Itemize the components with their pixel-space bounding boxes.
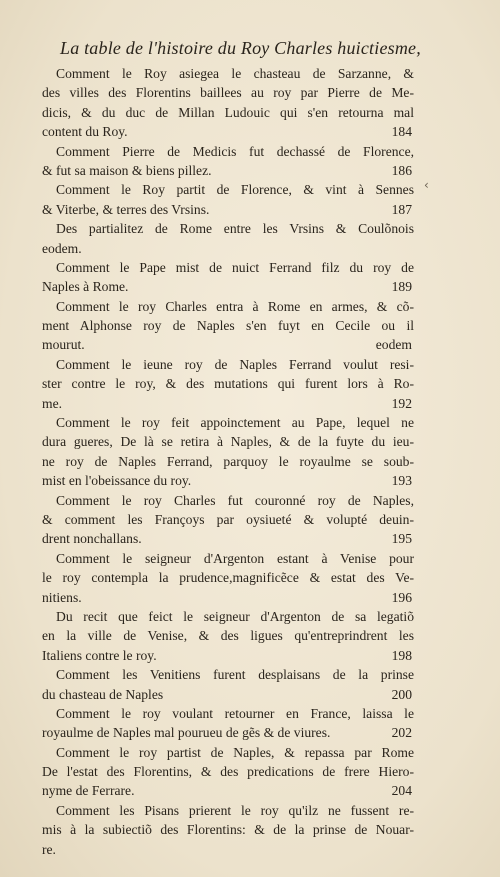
toc-entry (42, 665, 414, 704)
page-number (412, 840, 414, 859)
page-number: 196 (391, 589, 412, 605)
entry-last-text: drent nonchallans. (42, 531, 142, 547)
page-number: 202 (391, 725, 412, 741)
entry-last-line (42, 200, 414, 219)
entry-last-text: content du Roy. (42, 124, 128, 140)
toc-entry (42, 743, 414, 801)
entry-line: Comment le Roy partit de Florence, & vint à Sennes (56, 182, 414, 198)
toc-entry (42, 607, 414, 665)
entry-line: Comment le roy feit appoinctement au Pape, lequel ne (56, 415, 414, 431)
entry-last-text: royaulme de Naples mal pourueu de gẽs & de viures. (42, 725, 331, 741)
entry-last-line (42, 529, 414, 548)
entry-line: Comment le roy Charles entra à Rome en armes, & cõ- (56, 298, 414, 314)
entry-last-line (42, 723, 414, 742)
entry-line: Comment le roy partist de Naples, & repassa par Rome (56, 744, 414, 760)
entry-line: Comment les Venitiens furent desplaisans de la prinse (56, 667, 414, 683)
entry-line: ne roy de Naples Ferrand, parquoy le royaulme se soub- (42, 453, 414, 469)
entry-last-line (42, 239, 414, 258)
entry-last-line (42, 161, 414, 180)
entry-line: en la ville de Venise, & des ligues qu'entreprindrent les (42, 628, 414, 644)
entry-last-text: du chasteau de Naples (42, 686, 164, 702)
entry-last-text: me. (42, 395, 63, 411)
entry-line: des villes des Florentins baillees au roy par Pierre de Me- (42, 85, 414, 101)
toc-entry (42, 142, 414, 181)
entry-last-line (42, 646, 414, 665)
entry-last-line (42, 840, 414, 859)
page-number (412, 239, 414, 258)
entry-line: ment Alphonse roy de Naples s'en fuyt en Cecile ou il (42, 318, 414, 334)
entry-line: & comment les Françoys par oysiueté & volupté deuin- (42, 511, 414, 527)
entry-line: Comment le ieune roy de Naples Ferrand voulut resi- (56, 356, 414, 372)
entry-last-line (42, 685, 414, 704)
toc-entry (42, 355, 414, 413)
entry-line: Des partialitez de Rome entre les Vrsins & Coulõnois (56, 221, 414, 237)
entry-line: ster contre le roy, & des mutations qui furent lors à Ro- (42, 376, 414, 392)
entry-line: Comment le seigneur d'Argenton estant à Venise pour (56, 550, 414, 566)
entry-line: mis à la subiectiõ des Florentins: & de la prinse de Nouar- (42, 822, 414, 838)
entry-last-text: & fut sa maison & biens pillez. (42, 162, 212, 178)
entry-line: le roy contempla la prudence,magnificẽce & estat des Ve- (42, 570, 414, 586)
entry-last-line (42, 588, 414, 607)
entry-last-text: Italiens contre le roy. (42, 647, 157, 663)
entry-line: Du recit que feict le seigneur d'Argenton de sa legatiõ (56, 608, 414, 624)
entry-last-line (42, 335, 414, 354)
entry-line: Comment Pierre de Medicis fut dechassé de Florence, (56, 143, 414, 159)
toc-entry (42, 258, 414, 297)
entry-line: Comment le Roy asiegea le chasteau de Sarzanne, & (56, 66, 414, 81)
entry-line: Comment le roy voulant retourner en France, laissa le (56, 705, 414, 721)
entry-last-text: mourut. (42, 337, 85, 353)
page-number: 186 (391, 162, 412, 178)
entry-line: dicis, & du duc de Millan Ludouic qui s'en retourna mal (42, 104, 414, 120)
entry-last-text: Naples à Rome. (42, 279, 129, 295)
margin-mark: ‹ (424, 178, 429, 192)
entry-last-text: re. (42, 841, 56, 857)
entry-last-text: & Viterbe, & terres des Vrsins. (42, 201, 210, 217)
page-number: 200 (391, 686, 412, 702)
entry-last-line (42, 394, 414, 413)
entry-last-line (42, 471, 414, 490)
page-number: 187 (391, 201, 412, 217)
entry-last-text: mist en l'obeissance du roy. (42, 473, 192, 489)
toc-entry (42, 704, 414, 743)
entry-last-line (42, 277, 414, 296)
page-number: 195 (391, 531, 412, 547)
toc-entry (42, 801, 414, 859)
toc-entry (42, 491, 414, 549)
page-number: 198 (391, 647, 412, 663)
toc-entry (42, 180, 414, 219)
entry-line: Comment les Pisans prierent le roy qu'ilz ne fussent re- (56, 802, 414, 818)
entry-line: Comment le roy Charles fut couronné roy de Naples, (56, 492, 414, 508)
page-number: 193 (391, 473, 412, 489)
toc-entry (42, 549, 414, 607)
entry-last-text: nitiens. (42, 589, 82, 605)
entry-last-text: nyme de Ferrare. (42, 783, 135, 799)
page-number: 192 (391, 395, 412, 411)
toc-entry (42, 413, 414, 491)
page-number: 184 (391, 124, 412, 140)
entry-last-line (42, 781, 414, 800)
table-of-contents (42, 64, 414, 859)
toc-entry (42, 219, 414, 258)
entry-last-line (42, 122, 414, 141)
entry-last-text: eodem. (42, 240, 82, 256)
entry-line: De l'estat des Florentins, & des predications de frere Hiero- (42, 764, 414, 780)
entry-line: Comment le Pape mist de nuict Ferrand filz du roy de (56, 259, 414, 275)
toc-entry (42, 297, 414, 355)
page-number: 204 (391, 783, 412, 799)
page-number: eodem (375, 337, 412, 353)
toc-entry (42, 64, 414, 142)
entry-line: dura gueres, De là se retira à Naples, & de la fuyte du ieu- (42, 434, 414, 450)
page-number: 189 (391, 279, 412, 295)
running-header: La table de l'histoire du Roy Charles huictiesme, (60, 38, 421, 58)
